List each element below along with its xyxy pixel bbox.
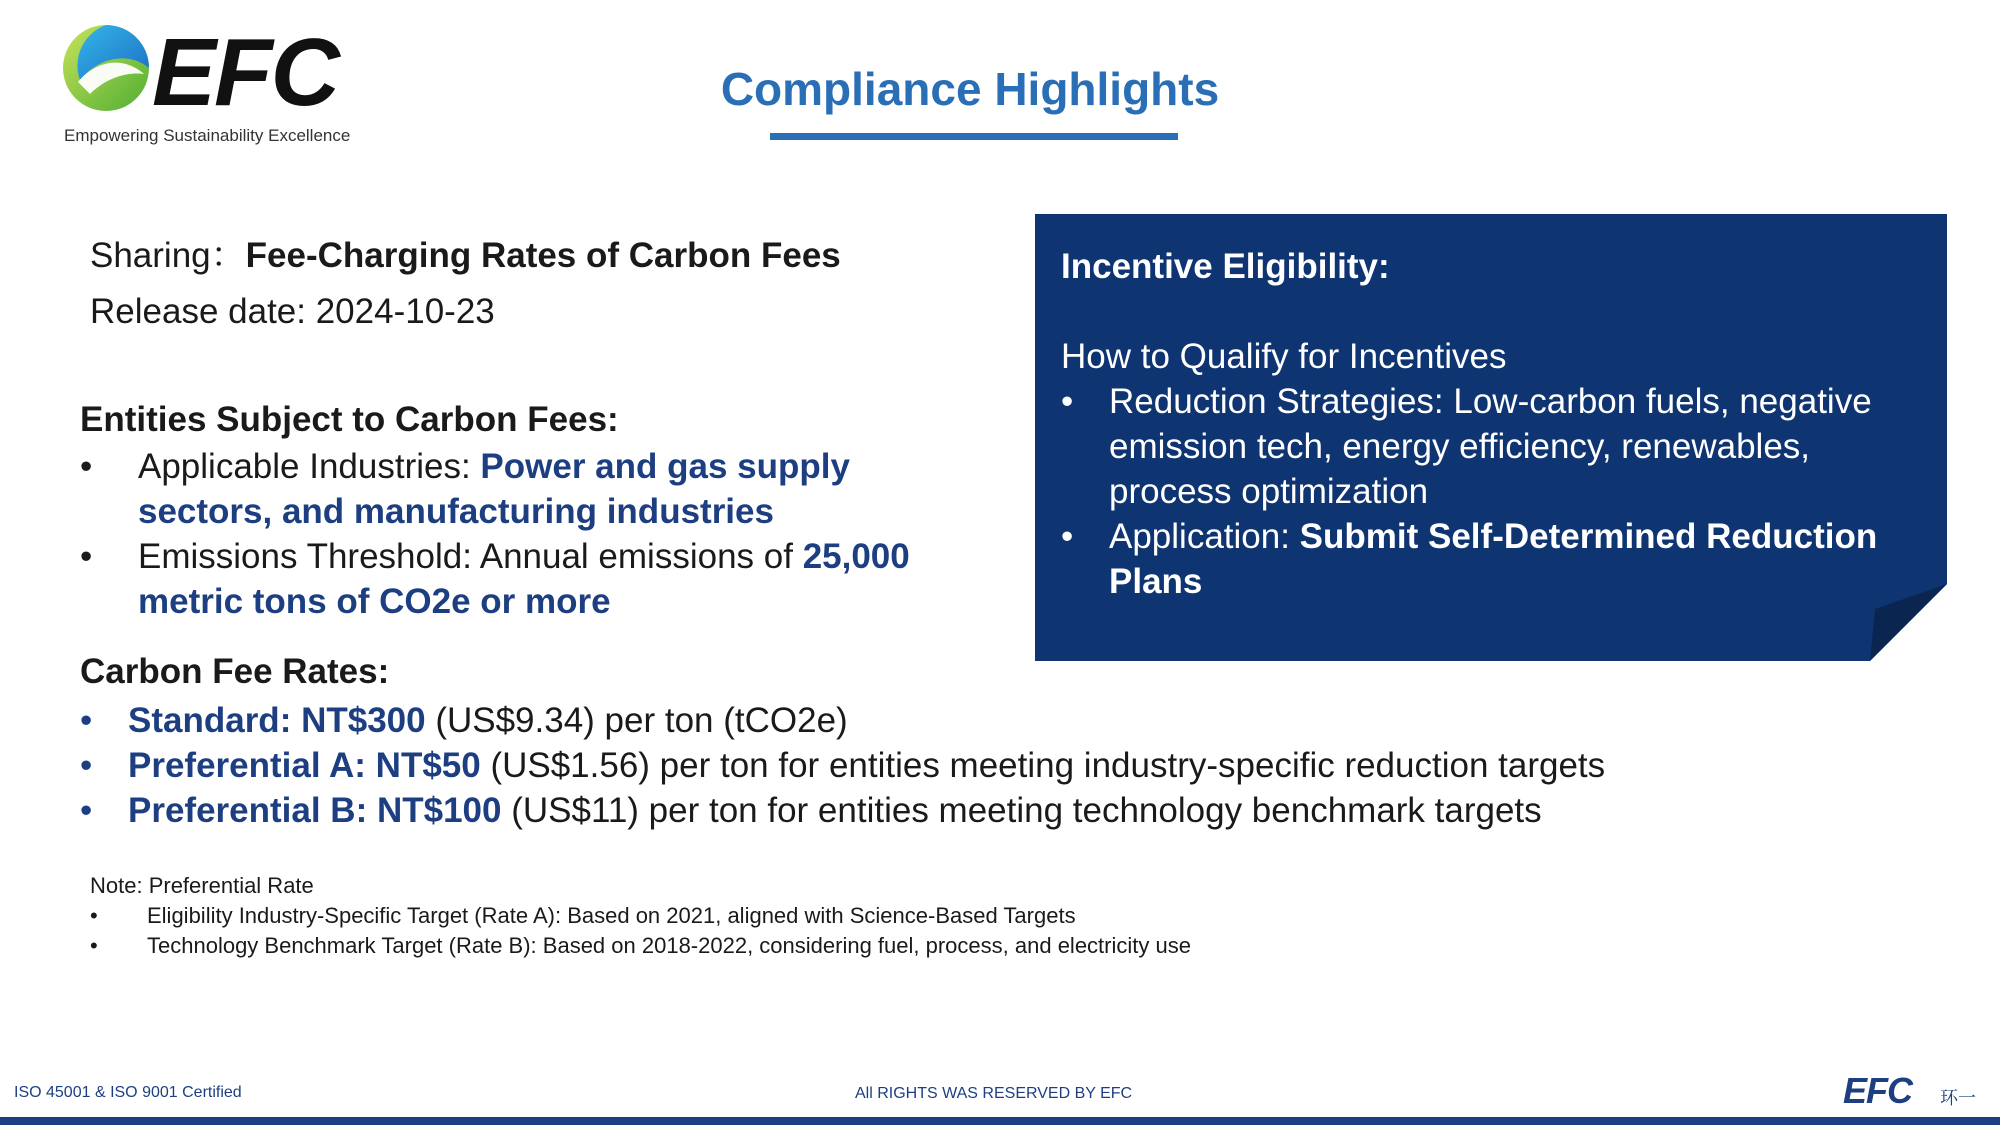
- footer-logo-cn: 环一: [1940, 1088, 1976, 1108]
- efc-globe-icon: [60, 22, 152, 114]
- title-underline: [770, 133, 1178, 140]
- rate-detail: (US$1.56) per ton for entities meeting industry-specific reduction targets: [480, 746, 1606, 785]
- footer-logo-text: EFC: [1843, 1070, 1912, 1111]
- release-date-line: [90, 292, 495, 332]
- rate-detail: (US$9.34) per ton (tCO2e): [425, 701, 848, 740]
- incentive-panel: [1035, 214, 1947, 661]
- rate-label: Standard: NT$300: [128, 701, 426, 740]
- bullet: •: [80, 791, 93, 830]
- rate-detail: (US$11) per ton for entities meeting technology benchmark targets: [501, 791, 1542, 830]
- entity-label: Emissions Threshold: Annual emissions of: [138, 537, 803, 576]
- entity-value: 25,000 metric tons of CO2e or more: [138, 537, 910, 621]
- rates-heading: Carbon Fee Rates:: [80, 652, 390, 691]
- logo-text: EFC: [152, 19, 338, 126]
- note-text: Eligibility Industry-Specific Target (Rate A): Based on 2021, aligned with Science-Based Targets: [147, 903, 1076, 928]
- release-date: 2024-10-23: [315, 292, 495, 331]
- bullet: •: [80, 537, 93, 576]
- bullet: •: [80, 701, 93, 740]
- page-title: Compliance Highlights: [720, 63, 1220, 115]
- entity-label: Applicable Industries:: [138, 447, 481, 486]
- sharing-label: Sharing: [90, 236, 211, 275]
- sharing-line: [90, 228, 841, 278]
- bullet: •: [80, 746, 93, 785]
- incentive-subtitle: How to Qualify for Incentives: [1061, 337, 1507, 376]
- footer-logo: [1843, 1070, 1993, 1112]
- footer-rights: All RIGHTS WAS RESERVED BY EFC: [855, 1085, 1133, 1102]
- rate-label: Preferential A: NT$50: [128, 746, 481, 785]
- entities-heading: Entities Subject to Carbon Fees:: [80, 400, 619, 439]
- incentive-item-value: Submit Self-Determined Reduction Plans: [1109, 517, 1878, 601]
- incentive-title: Incentive Eligibility:: [1061, 247, 1390, 286]
- incentive-item: [1061, 514, 1931, 604]
- sharing-value: Fee-Charging Rates of Carbon Fees: [245, 236, 841, 275]
- note-text: Technology Benchmark Target (Rate B): Based on 2018-2022, considering fuel, process, and electricity use: [147, 933, 1191, 958]
- rate-label: Preferential B: NT$100: [128, 791, 502, 830]
- bullet: •: [1061, 382, 1074, 421]
- bullet: •: [1061, 517, 1074, 556]
- incentive-item-label: Reduction Strategies: Low-carbon fuels, negative emission tech, energy efficiency, renewables, process optimization: [1109, 382, 1872, 511]
- footer-certification: ISO 45001 & ISO 9001 Certified: [14, 1084, 242, 1101]
- footer-bar: [0, 1117, 2000, 1125]
- bullet: •: [90, 933, 98, 958]
- incentive-item-label: Application:: [1109, 517, 1300, 556]
- incentive-item: [1061, 379, 1931, 514]
- note-heading: Note: Preferential Rate: [90, 873, 314, 898]
- sharing-separator: ：: [210, 236, 246, 275]
- efc-logo: [60, 19, 390, 152]
- bullet: •: [90, 903, 98, 928]
- release-label: Release date:: [90, 292, 316, 331]
- logo-tagline: Empowering Sustainability Excellence: [64, 126, 351, 145]
- entity-value: Power and gas supply sectors, and manufacturing industries: [138, 447, 850, 531]
- bullet: •: [80, 447, 93, 486]
